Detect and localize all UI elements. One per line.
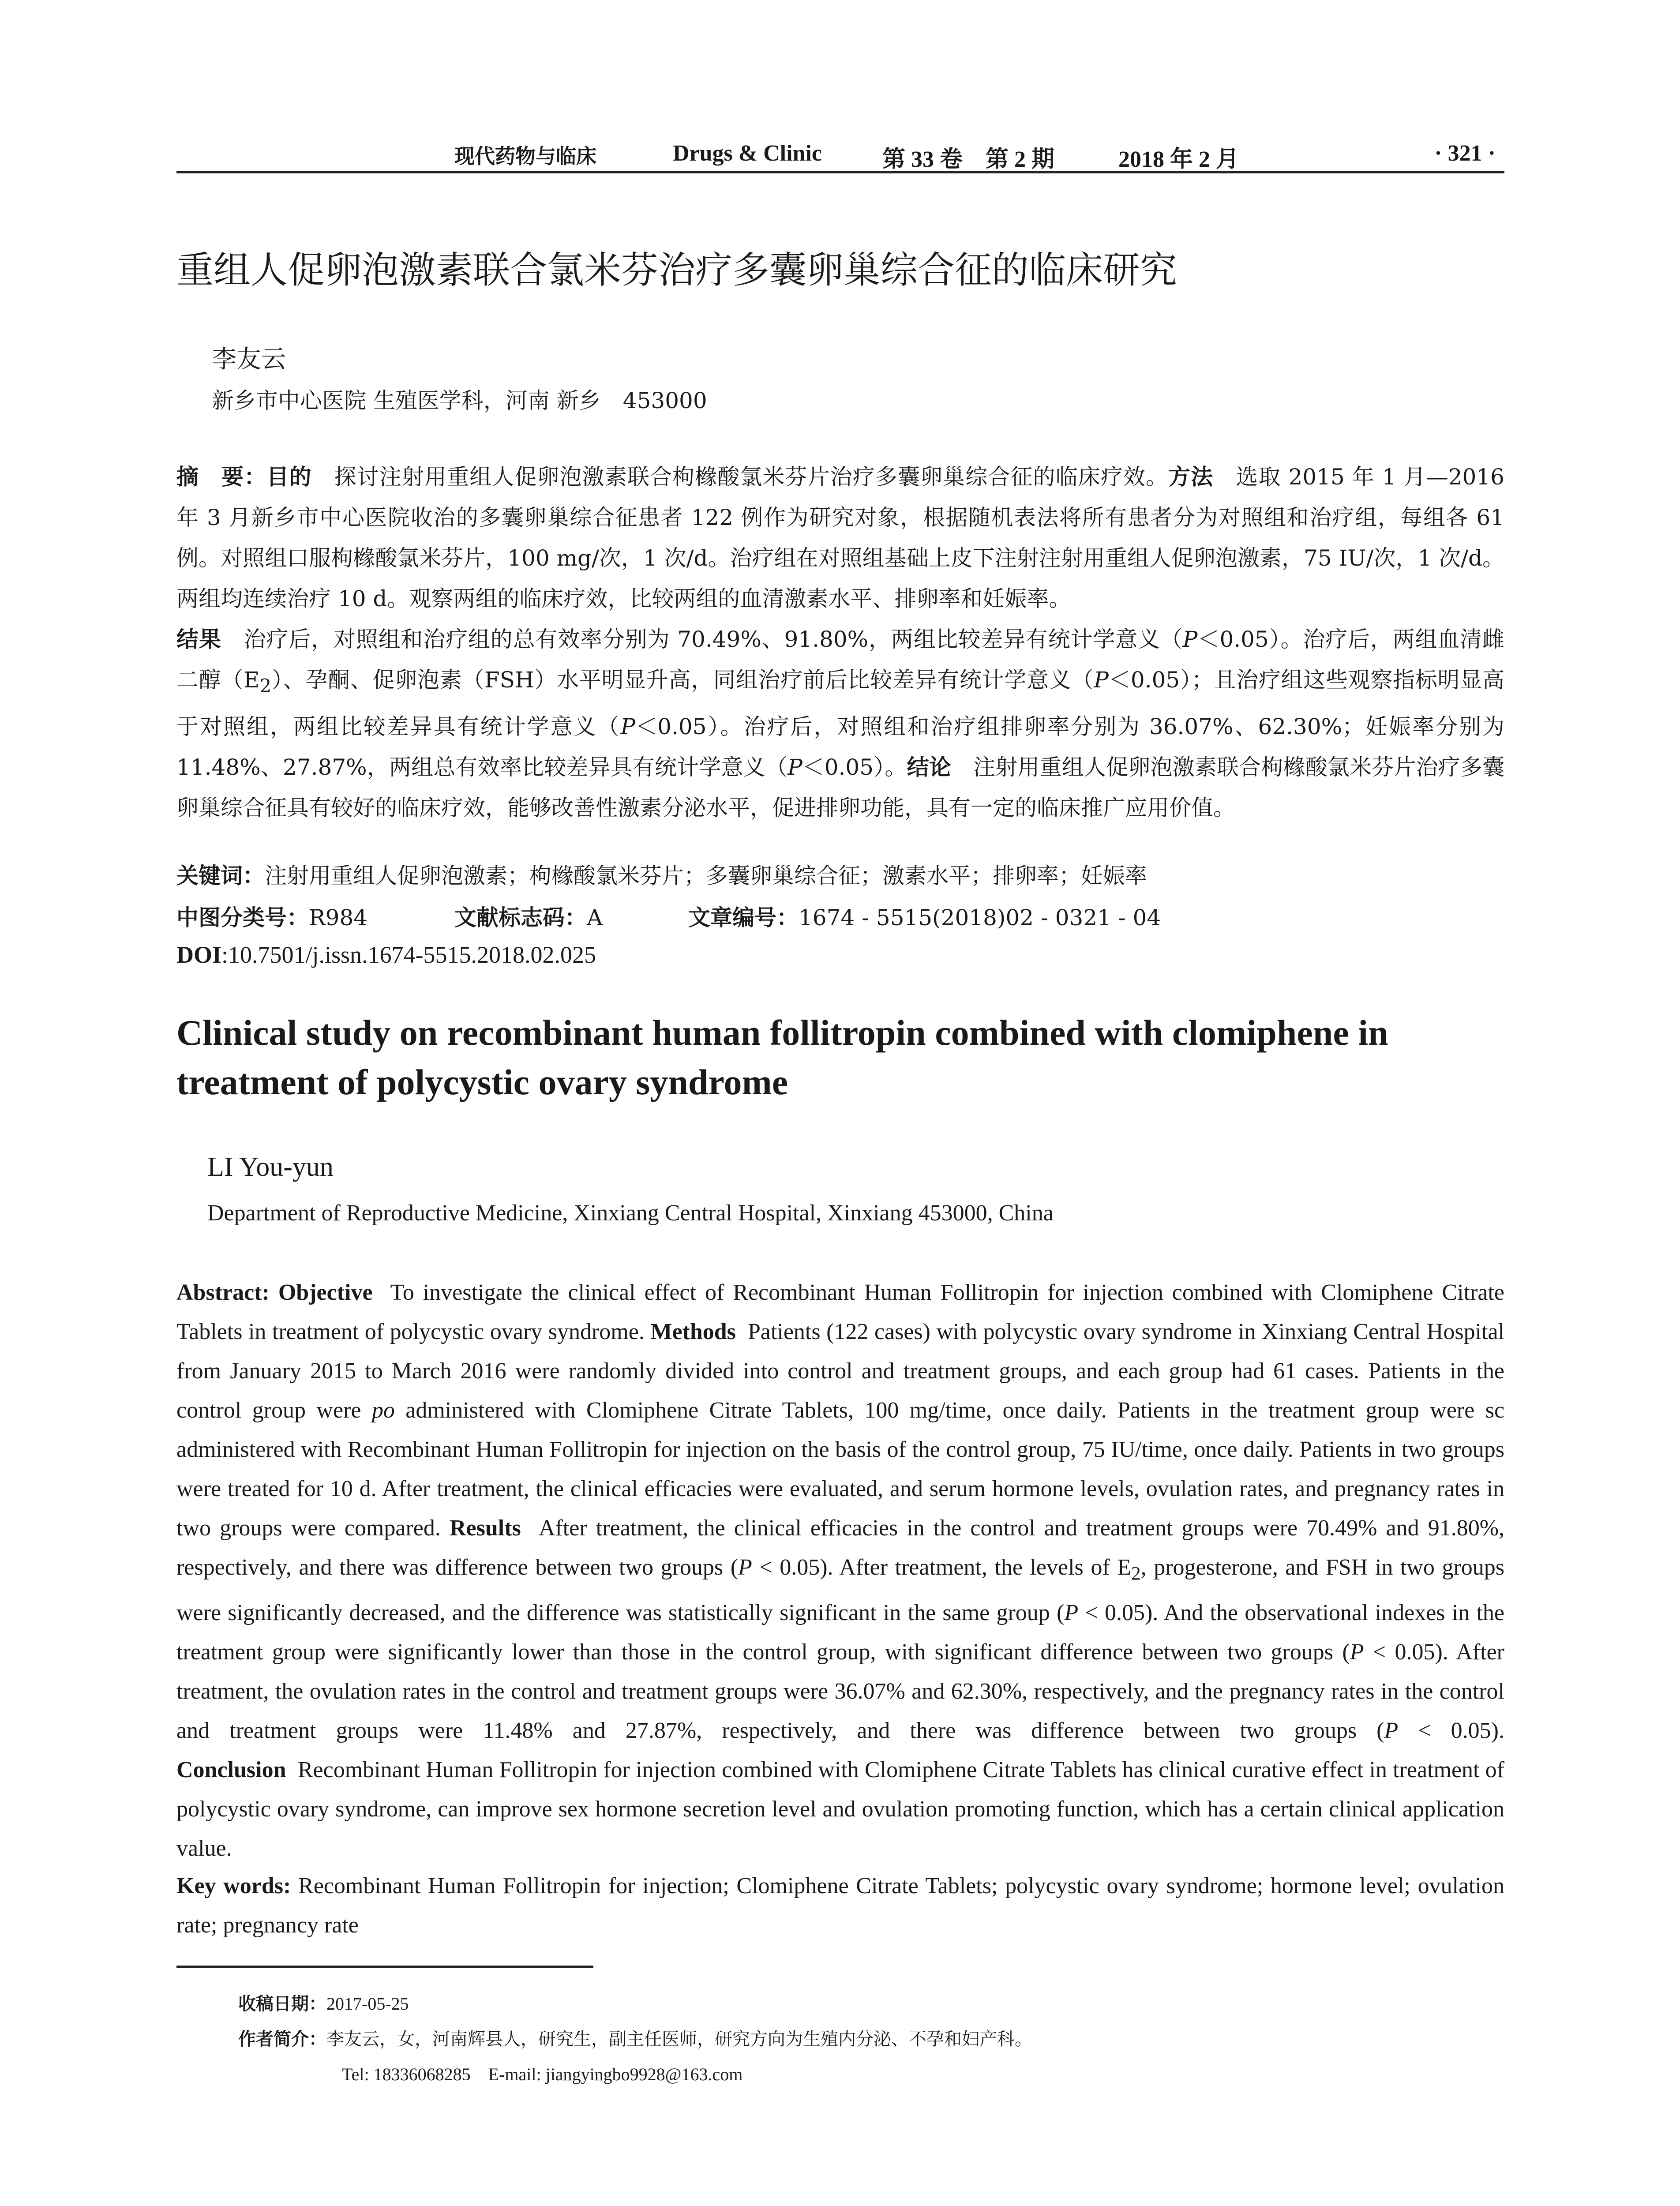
conclusion-text-cn: 注射用重组人促卵泡激素联合枸橼酸氯米芬片治疗多囊卵巢综合征具有较好的临床疗效，能够改善性激素分泌水平，促进排卵功能，具有一定的临床推广应用价值。 — [176, 754, 1505, 821]
objective-text-cn: 探讨注射用重组人促卵泡激素联合枸橼酸氯米芬片治疗多囊卵巢综合征的临床疗效。 — [334, 464, 1169, 490]
methods-text-cn: 选取 2015 年 1 月—2016 年 3 月新乡市中心医院收治的多囊卵巢综合征患者 122 例作为研究对象，根据随机表法将所有患者分为对照组和治疗组，每组各 61 例。对照组口服枸橼酸氯米芬片，100 mg/次，1 次/d。治疗组在对照组基础上皮下注射注射用重组人促卵泡激素，75 IU/次，1 次/d。两组均连续治疗 10 d。观察两组的临床疗效，比较两组的血清激素水平、排卵率和妊娠率。 — [176, 464, 1504, 612]
methods-text-en: Patients (122 cases) with polycystic ovary syndrome in Xinxiang Central Hospital from January 2015 to March 2016 were randomly divided into control and treatment groups, and each group had 61 cases. Patients in the control group were — [176, 1319, 1505, 1423]
received-date — [238, 1990, 1474, 2015]
received-value: 2017-05-25 — [326, 1994, 409, 2014]
results-label-en: Results — [449, 1516, 521, 1541]
results-text-cn: ＜0.05）。 — [802, 754, 907, 780]
p-symbol: P — [620, 714, 636, 739]
methods-label-cn: 方法 — [1168, 464, 1214, 490]
results-text-en: < 0.05). After treatment, the ovulation rates in the control and treatment groups were 36.07% and 62.30%, respectively, and the pregnancy rates in the control and treatment groups were 11.48% and 27.87%, respectively, and there was difference between two groups ( — [176, 1639, 1504, 1744]
conclusion-text-en: Recombinant Human Follitropin for injection combined with Clomiphene Citrate Tablets has clinical curative effect in treatment of polycystic ovary syndrome, can improve sex hormone secretion level and ovulation promoting function, which has a certain clinical application value. — [176, 1757, 1504, 1861]
results-text-en: , progesterone, and FSH in two groups were significantly decreased, and the difference was statistically significant in the same group ( — [176, 1555, 1504, 1626]
issue-date: 2018 年 2 月 — [1118, 147, 1239, 172]
methods-label-en: Methods — [650, 1319, 736, 1344]
conclusion-label-en: Conclusion — [176, 1757, 286, 1783]
keywords-en — [176, 1866, 1504, 1945]
results-text-en: < 0.05). — [1398, 1718, 1504, 1744]
doi-value[interactable]: :10.7501/j.issn.1674-5515.2018.02.025 — [221, 942, 596, 968]
chinese-affiliation: 新乡市中心医院 生殖医学科，河南 新乡 453000 — [212, 388, 707, 413]
doi-label: DOI — [176, 942, 222, 968]
doi-line — [176, 941, 1504, 968]
article-no-label: 文章编号： — [688, 905, 799, 930]
doc-code-value: A — [587, 905, 603, 930]
journal-name-en: Drugs & Clinic — [673, 141, 822, 166]
english-title: Clinical study on recombinant human follitropin combined with clomiphene in treatment of polycystic ovary syndrome — [176, 1013, 1388, 1102]
results-text-en: < 0.05). And the observational indexes in the treatment group were significantly lower than those in the control group, with significant difference between two groups ( — [176, 1600, 1505, 1665]
po-term: po — [371, 1398, 395, 1423]
running-header — [176, 140, 1504, 173]
doc-code-label: 文献标志码： — [454, 905, 587, 930]
objective-text-en: To investigate the clinical effect of Recombinant Human Follitropin for injection combined with Clomiphene Citrate Tablets in treatment of polycystic ovary syndrome. — [176, 1280, 1504, 1344]
results-text-en: < 0.05). After treatment, the levels of E — [752, 1555, 1131, 1580]
author-bio — [238, 2025, 1474, 2050]
results-label-cn: 结果 — [176, 627, 221, 652]
methods-text-en: administered with Clomiphene Citrate Tablets, 100 mg/time, once daily. Patients in the treatment group were sc administered with Recombinant Human Follitropin for injection on the basis of the control group, 75 IU/time, once daily. Patients in two groups were treated for 10 d. After treatment, the clinical efficacies were evaluated, and serum hormone levels, ovulation rates, and pregnancy rates in two groups were compared. — [176, 1398, 1505, 1541]
conclusion-label-cn: 结论 — [907, 754, 951, 780]
p-symbol: P — [1064, 1600, 1079, 1626]
article-no-field — [688, 900, 1161, 932]
chinese-abstract — [176, 457, 1504, 828]
chinese-author: 李友云 — [212, 345, 286, 374]
p-symbol: P — [738, 1555, 752, 1580]
clc-field — [176, 900, 368, 932]
keywords-cn — [176, 858, 1504, 890]
received-label: 收稿日期： — [238, 1994, 326, 2014]
bio-text: 李友云，女，河南辉县人，研究生，副主任医师，研究方向为生殖内分泌、不孕和妇产科。 — [326, 2029, 1032, 2049]
p-symbol: P — [1384, 1718, 1399, 1744]
keywords-label-en: Key words: — [176, 1873, 291, 1898]
subscript: 2 — [1131, 1563, 1141, 1584]
author-contact: Tel: 18336068285 E-mail: jiangyingbo9928@163.com — [342, 2064, 743, 2084]
results-text-cn: ＜0.05）。治疗后，对照组和治疗组排卵率分别为 36.07%、62.30%；妊娠率分别为 11.48%、27.87%，两组总有效率比较差异具有统计学意义（ — [176, 714, 1504, 780]
english-abstract — [176, 1273, 1504, 1868]
journal-name-cn: 现代药物与临床 — [454, 144, 596, 168]
keywords-text-cn: 注射用重组人促卵泡激素；枸橼酸氯米芬片；多囊卵巢综合征；激素水平；排卵率；妊娠率 — [265, 863, 1147, 889]
abstract-label-cn: 摘 要： — [176, 464, 267, 490]
abstract-label-en: Abstract: Objective — [176, 1280, 373, 1305]
p-symbol: P — [1182, 627, 1198, 652]
objective-label-cn: 目的 — [266, 464, 312, 490]
bio-label: 作者简介： — [238, 2029, 326, 2049]
chinese-title: 重组人促卵泡激素联合氯米芬治疗多囊卵巢综合征的临床研究 — [176, 248, 1178, 292]
results-text-en: After treatment, the clinical efficacies in the control and treatment groups were 70.49% and 91.80%, respectively, and there was difference between two groups ( — [176, 1516, 1505, 1580]
results-text-cn: ＜0.05）；且治疗组这些观察指标明显高于对照组，两组比较差异具有统计学意义（ — [176, 667, 1504, 739]
english-affiliation: Department of Reproductive Medicine, Xinxiang Central Hospital, Xinxiang 453000, China — [207, 1201, 1054, 1226]
subscript: 2 — [259, 675, 272, 697]
footnote-divider — [176, 1966, 593, 1968]
results-text-cn: 治疗后，对照组和治疗组的总有效率分别为 70.49%、91.80%，两组比较差异有统计学意义（ — [244, 627, 1183, 652]
p-symbol: P — [788, 754, 802, 780]
p-symbol: P — [1350, 1639, 1364, 1665]
english-author: LI You-yun — [207, 1152, 334, 1182]
volume-issue: 第 33 卷 第 2 期 — [882, 147, 1055, 172]
clc-value: R984 — [309, 905, 368, 930]
clc-label: 中图分类号： — [176, 905, 309, 930]
results-text-cn: ）、孕酮、促卵泡素（FSH）水平明显升高，同组治疗前后比较差异有统计学意义（ — [271, 667, 1094, 693]
article-no-value: 1674 - 5515(2018)02 - 0321 - 04 — [799, 905, 1161, 930]
keywords-text-en: Recombinant Human Follitropin for injection; Clomiphene Citrate Tablets; polycystic ovary syndrome; hormone level; ovulation rate; pregnancy rate — [176, 1873, 1505, 1938]
results-text-cn: ＜0.05）。治疗后，两组血清雌二醇（E — [176, 627, 1505, 693]
keywords-label-cn: 关键词： — [176, 863, 265, 889]
page-number: · 321 · — [1434, 141, 1496, 166]
doc-code-field — [454, 900, 603, 932]
p-symbol: P — [1094, 667, 1109, 693]
